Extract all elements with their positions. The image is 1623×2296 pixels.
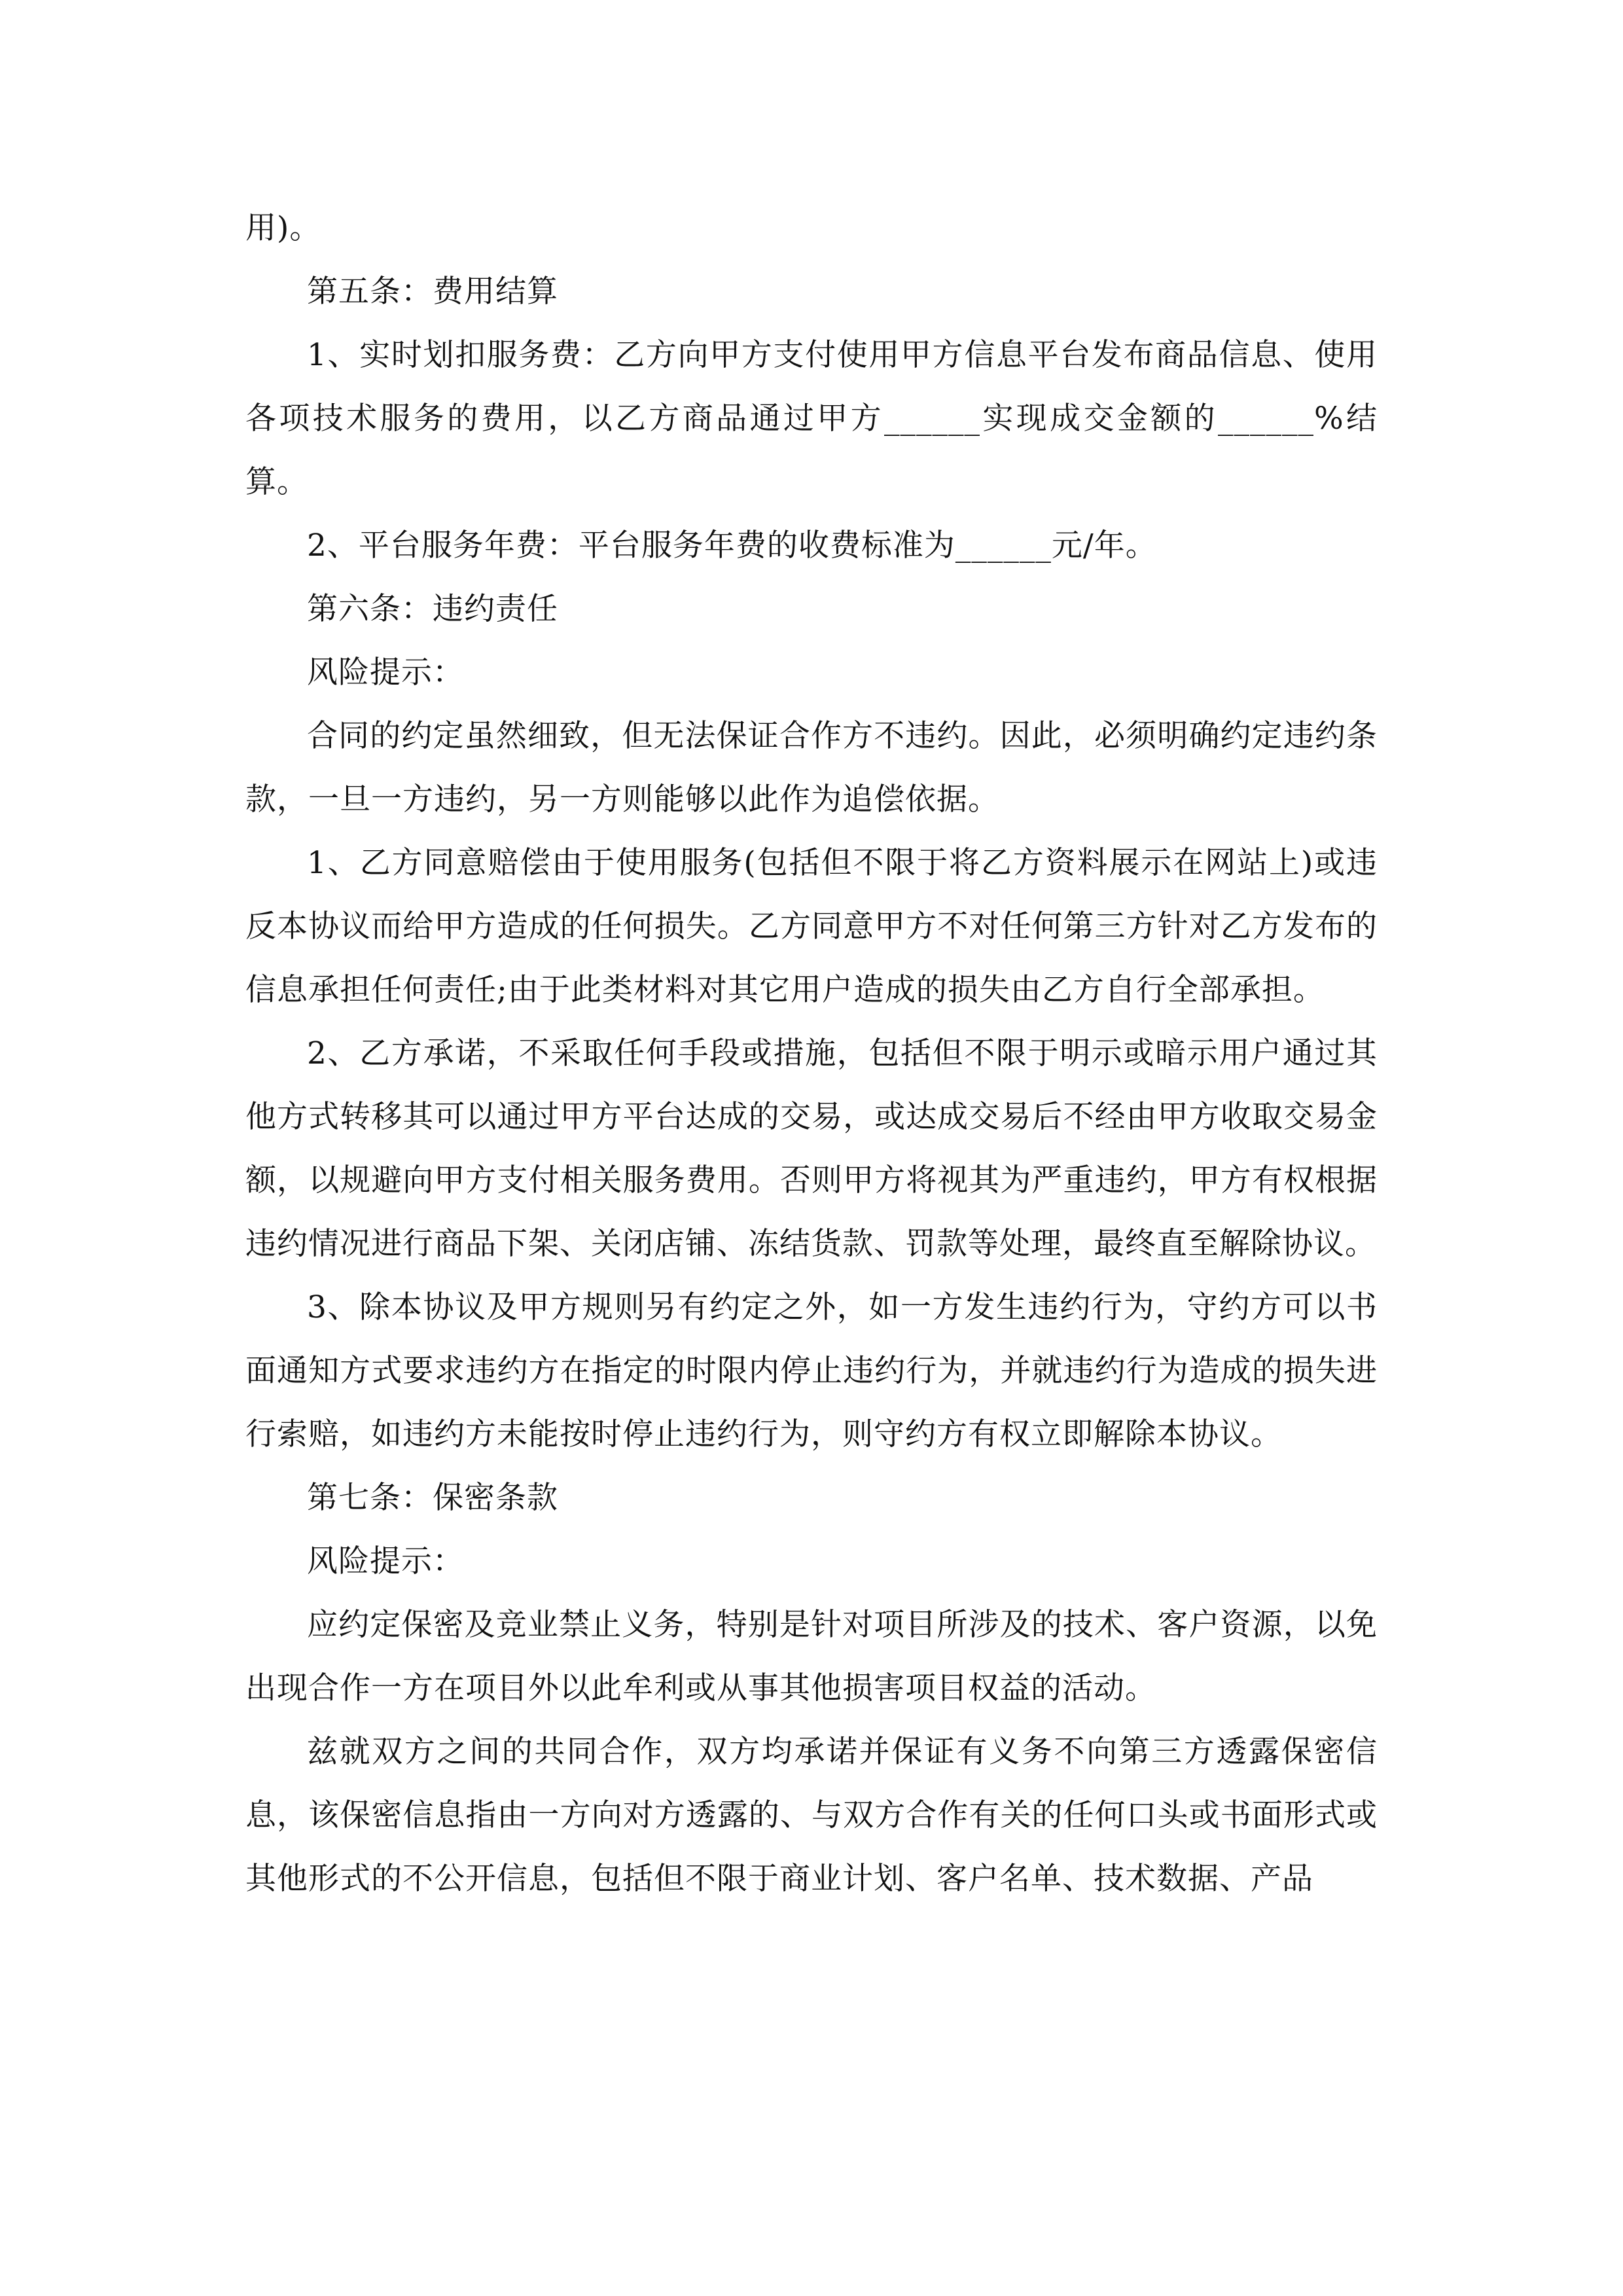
- risk-tip-label-2: 风险提示：: [307, 1543, 464, 1579]
- heading-article-6: 第六条：违约责任: [307, 591, 558, 627]
- paragraph-confidentiality: 兹就双方之间的共同合作，双方均承诺并保证有义务不向第三方透露保密信息，该保密信息指由一方向对方透露的、与双方合作有关的任何口头或书面形式或其他形式的不公开信息，包括但不限于商业计划、客户名单、技术数据、产品: [245, 1734, 1378, 1897]
- paragraph-service-fee: 1、实时划扣服务费：乙方向甲方支付使用甲方信息平台发布商品信息、使用各项技术服务的费用，以乙方商品通过甲方______实现成交金额的______%结算。: [245, 337, 1378, 500]
- heading-article-5: 第五条：费用结算: [307, 274, 558, 310]
- document-body: [245, 196, 1378, 1910]
- risk-tip-text: 合同的约定虽然细致，但无法保证合作方不违约。因此，必须明确约定违约条款，一旦一方违约，另一方则能够以此作为追偿依据。: [245, 718, 1378, 817]
- risk-tip-label: 风险提示：: [307, 655, 464, 691]
- paragraph-annual-fee: 2、平台服务年费：平台服务年费的收费标准为______元/年。: [307, 528, 1157, 564]
- heading-article-7: 第七条：保密条款: [307, 1480, 558, 1516]
- paragraph-breach-1: 1、乙方同意赔偿由于使用服务(包括但不限于将乙方资料展示在网站上)或违反本协议而给甲方造成的任何损失。乙方同意甲方不对任何第三方针对乙方发布的信息承担任何责任;由于此类材料对其它用户造成的损失由乙方自行全部承担。: [245, 845, 1378, 1008]
- risk-tip-text-2: 应约定保密及竞业禁止义务，特别是针对项目所涉及的技术、客户资源，以免出现合作一方在项目外以此牟利或从事其他损害项目权益的活动。: [245, 1607, 1378, 1706]
- paragraph-breach-3: 3、除本协议及甲方规则另有约定之外，如一方发生违约行为，守约方可以书面通知方式要求违约方在指定的时限内停止违约行为，并就违约行为造成的损失进行索赔，如违约方未能按时停止违约行为，则守约方有权立即解除本协议。: [245, 1289, 1378, 1452]
- paragraph-breach-2: 2、乙方承诺，不采取任何手段或措施，包括但不限于明示或暗示用户通过其他方式转移其可以通过甲方平台达成的交易，或达成交易后不经由甲方收取交易金额，以规避向甲方支付相关服务费用。否则甲方将视其为严重违约，甲方有权根据违约情况进行商品下架、关闭店铺、冻结货款、罚款等处理，最终直至解除协议。: [245, 1035, 1378, 1262]
- paragraph-continuation: 用)。: [245, 210, 321, 246]
